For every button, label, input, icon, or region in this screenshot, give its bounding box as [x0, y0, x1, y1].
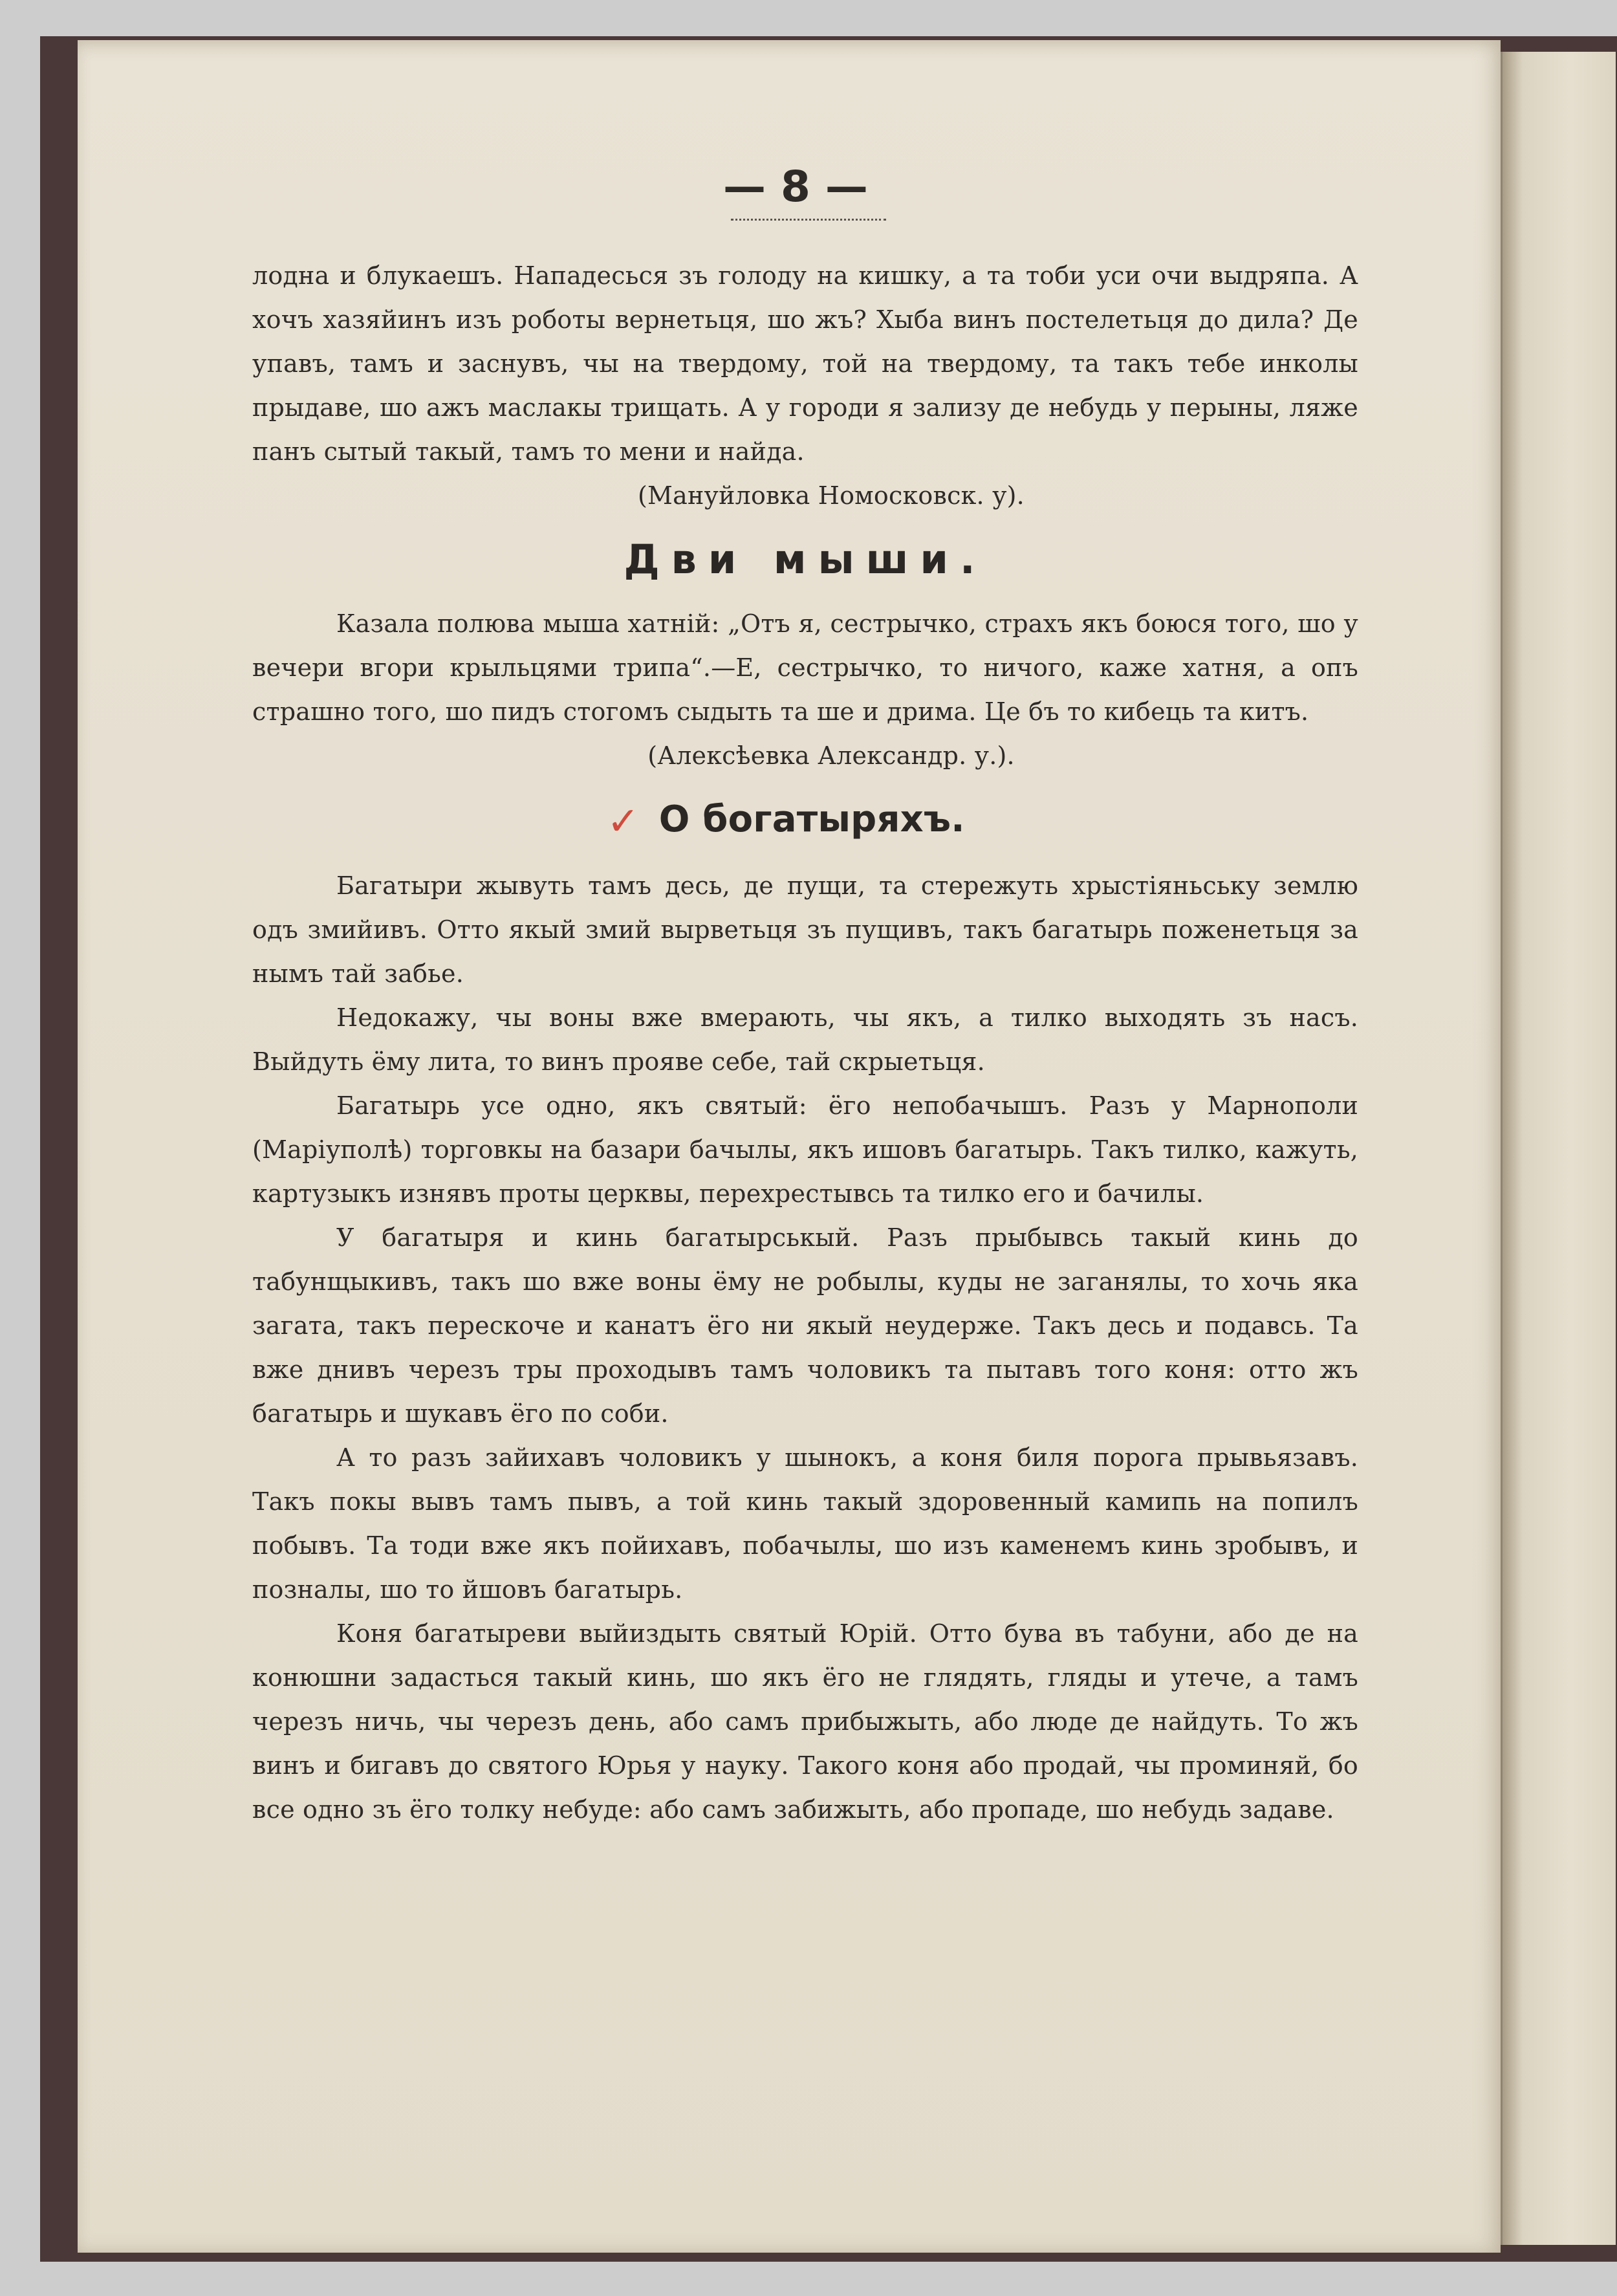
story2-title: О богатыряхъ.: [658, 798, 965, 840]
story2-paragraph-2: Недокажу, чы воны вже вмерають, чы якъ, а тилко выходять зъ насъ. Выйдуть ёму лита, то винъ прояве себе, тай скрыетьця.: [252, 1003, 1358, 1076]
story2-paragraph-6: Коня багатыреви выйиздыть святый Юрій. Отто бува въ табуни, або де на конюшни задасться такый кинь, шо якъ ёго не глядять, гляды и утече, а тамъ черезъ ничь, чы черезъ день, або самъ прибыжыть, або люде де найдуть. То жъ винъ и бигавъ до святого Юрья у науку. Такого коня або продай, чы проминяй, бо все одно зъ ёго толку небуде: або самъ забижыть, або пропаде, шо небудь задаве.: [252, 1619, 1358, 1824]
intro-source: (Мануйловка Номосковск. у).: [638, 481, 1025, 510]
story1-title: Дви мыши.: [624, 536, 987, 583]
red-checkmark-icon: ✓: [607, 798, 640, 844]
page-text: [252, 254, 1358, 1831]
story2-heading: [252, 778, 1358, 864]
story2-paragraph-1: Багатыри жывуть тамъ десь, де пущи, та стережуть хрыстіяньську землю одъ змийивъ. Отто якый змий вырветьця зъ пущивъ, такъ багатырь поженетьця за нымъ тай забье.: [252, 871, 1358, 988]
story1-source: (Алексѣевка Александр. у.).: [647, 741, 1015, 770]
story2-paragraph-3: Багатырь усе одно, якъ святый: ёго непобачышъ. Разъ у Марнополи (Маріуполѣ) торговкы на базари бачылы, якъ ишовъ багатырь. Такъ тилко, кажуть, картузыкъ изнявъ проты церквы, перехрестывсь та тилко его и бачилы.: [252, 1091, 1358, 1208]
page-number-ornament: [731, 219, 886, 226]
next-page-edge: [1501, 52, 1616, 2245]
intro-paragraph: лодна и блукаешъ. Нападесься зъ голоду на кишку, а та тоби уси очи выдряпа. А хочъ хазяйинъ изъ роботы вернетьця, шо жъ? Хыба винъ постелетьця до дила? Де упавъ, тамъ и заснувъ, чы на твердому, той на твердому, та такъ тебе инколы прыдаве, шо ажъ маслакы трищать. А у городи я зализу де небудь у перыны, ляже панъ сытый такый, тамъ то мени и найда.: [252, 261, 1358, 466]
story2-paragraph-5: А то разъ зайихавъ чоловикъ у шынокъ, а коня биля порога прывьязавъ. Такъ покы вывъ тамъ пывъ, а той кинь такый здоровенный камипь на попилъ побывъ. Та тоди вже якъ пойихавъ, побачылы, шо изъ каменемъ кинь зробывъ, и познaлы, шо то йшовъ багатырь.: [252, 1443, 1358, 1604]
story1-paragraph: Казала полюва мыша хатній: „Отъ я, сестрычко, страхъ якъ боюся того, шо у вечери вгори крыльцями трипа“.—Е, сестрычко, то ничого, каже хатня, а опъ страшно того, шо пидъ стогомъ сыдыть та ше и дрима. Це бъ то кибець та китъ.: [252, 609, 1358, 726]
page-number: — 8 —: [723, 162, 868, 212]
story2-paragraph-4: У багатыря и кинь багатырськый. Разъ прыбывсь такый кинь до табунщыкивъ, такъ шо вже воны ёму не робылы, куды не заганялы, то хочь яка загата, такъ перескоче и канатъ ёго ни якый неудержe. Такъ десь и подавсь. Та вже днивъ черезъ тры проходывъ тамъ чоловикъ та пытавъ того коня: отто жъ багатырь и шукавъ ёго по соби.: [252, 1223, 1358, 1428]
